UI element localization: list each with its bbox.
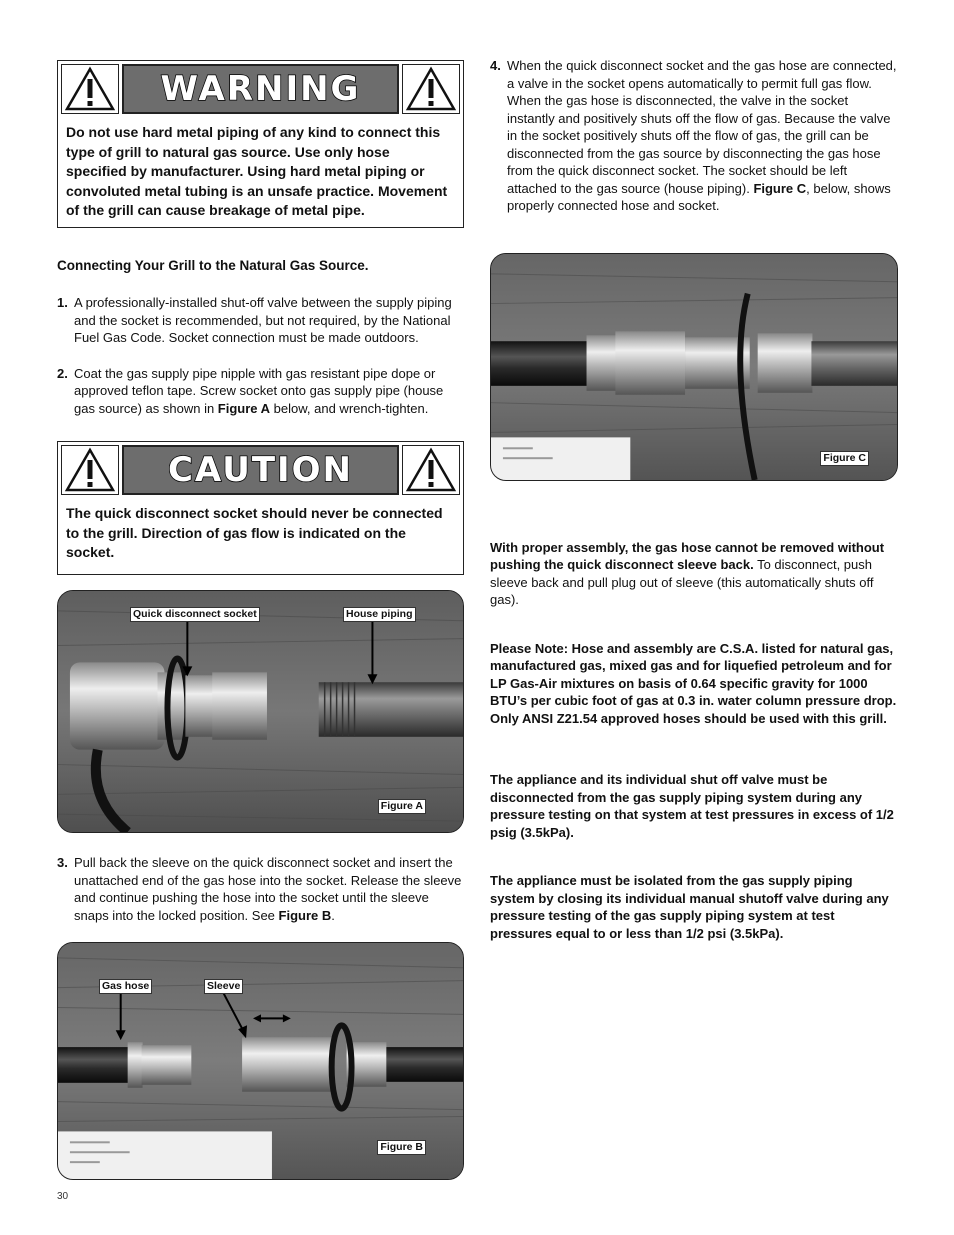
step-3-text-post: . <box>331 907 335 923</box>
warning-header <box>58 61 463 117</box>
step-4-text <box>507 57 898 215</box>
step-4-text-pre: When the quick disconnect socket and the gas hose are connected, a valve in the socket opens automatically to permit full gas flow. When the gas hose is disconnected, the valve in the socket instantly and positively shuts off the flow of gas. Because the valve in the socket positively shuts off the flow of gas, the grill can be disconnected from the gas source by disconnecting the gas hose from the quick disconnect socket. The socket should be left attached to the gas source (house piping). <box>507 58 897 196</box>
figure-a-caption: Figure A <box>378 799 426 814</box>
figure-b-caption: Figure B <box>377 1140 426 1155</box>
figure-a <box>57 590 464 833</box>
left-column <box>57 60 464 1180</box>
warning-box <box>57 60 464 228</box>
step-3-number: 3. <box>57 855 68 870</box>
step-3-figure-ref: Figure B <box>278 907 332 923</box>
warning-triangle-left <box>61 64 119 114</box>
caution-banner <box>122 445 399 495</box>
step-4-figure-ref: Figure C <box>753 180 807 196</box>
step-3 <box>57 854 464 924</box>
exclamation-triangle-icon <box>405 447 457 493</box>
figure-b-label-hose: Gas hose <box>99 979 152 994</box>
step-4 <box>490 57 898 215</box>
disconnect-paragraph <box>490 539 898 609</box>
exclamation-triangle-icon <box>405 66 457 112</box>
please-note-paragraph: Please Note: Hose and assembly are C.S.A. listed for natural gas, manufactured gas, mixed gas and for liquefied petroleum and for LP Gas-Air mixtures on basis of 0.64 specific gravity for 1000 BTU’s per cubic foot of gas at 0.3 in. water column pressure drop. Only ANSI Z21.54 approved hoses should be used with this grill. <box>490 640 897 726</box>
page-number: 30 <box>57 1191 69 1202</box>
isolation-paragraph: The appliance must be isolated from the gas supply piping system by closing its individual manual shutoff valve during any pressure testing of the gas supply piping system at test pressures equal to or less than 1/2 psi (3.5kPa). <box>490 873 889 941</box>
step-2-figure-ref: Figure A <box>217 400 271 416</box>
step-2-text-post: below, and wrench-tighten. <box>270 400 429 416</box>
warning-title: WARNING <box>160 69 361 109</box>
warning-text: Do not use hard metal piping of any kind to connect this type of grill to natural gas source. Use only hose specified by manufacturer. Using hard metal piping or convoluted metal tubing is an unsafe practice. Movement of the grill can cause breakage of metal pipe. <box>66 124 448 218</box>
figure-c-caption: Figure C <box>820 451 869 466</box>
step-1-number: 1. <box>57 295 68 310</box>
step-2-text <box>74 365 464 418</box>
step-4-text-post: , below, shows properly connected hose and socket. <box>507 180 891 213</box>
step-1 <box>57 294 464 347</box>
section-heading: Connecting Your Grill to the Natural Gas Source. <box>57 258 369 273</box>
figure-b-label-sleeve: Sleeve <box>204 979 243 994</box>
exclamation-triangle-icon <box>64 447 116 493</box>
figure-a-label-piping: House piping <box>343 607 416 622</box>
step-2-text-pre: Coat the gas supply pipe nipple with gas resistant pipe dope or approved teflon tape. Screw socket onto gas supply pipe (house gas source) as shown in <box>74 365 444 416</box>
step-2 <box>57 365 464 418</box>
figure-a-photo <box>58 591 463 832</box>
pressure-test-paragraph: The appliance and its individual shut off valve must be disconnected from the gas supply piping system during any pressure testing on that system at test pressures in excess of 1/2 psig (3.5kPa). <box>490 772 894 840</box>
warning-triangle-right <box>402 64 460 114</box>
caution-triangle-left <box>61 445 119 495</box>
caution-triangle-right <box>402 445 460 495</box>
step-1-text: A professionally-installed shut-off valve between the supply piping and the socket is recommended, but not required, by the National Fuel Gas Code. Socket connection must be made outdoors. <box>74 295 452 345</box>
figure-c <box>490 253 898 481</box>
right-column <box>490 57 898 942</box>
figure-a-label-socket: Quick disconnect socket <box>130 607 260 622</box>
exclamation-triangle-icon <box>64 66 116 112</box>
caution-header <box>58 442 463 498</box>
disconnect-paragraph-bold: With proper assembly, the gas hose cannot be removed without pushing the quick disconnect sleeve back. <box>490 539 885 572</box>
caution-title: CAUTION <box>167 450 354 490</box>
figure-b <box>57 942 464 1180</box>
step-2-number: 2. <box>57 365 68 381</box>
disconnect-paragraph-rest: To disconnect, push sleeve back and pull plug out of sleeve (this automatically shuts off gas). <box>490 557 874 607</box>
warning-banner <box>122 64 399 114</box>
caution-text: The quick disconnect socket should never be connected to the grill. Direction of gas flow is indicated on the socket. <box>66 505 443 560</box>
step-3-text-pre: Pull back the sleeve on the quick disconnect socket and insert the unattached end of the gas hose into the socket. Release the sleeve and continue pushing the hose into the socket until the sleeve snaps into the locked position. See <box>74 855 462 923</box>
step-4-number: 4. <box>490 58 501 73</box>
figure-c-photo <box>491 254 897 480</box>
caution-box <box>57 441 464 575</box>
step-3-text <box>74 854 464 924</box>
